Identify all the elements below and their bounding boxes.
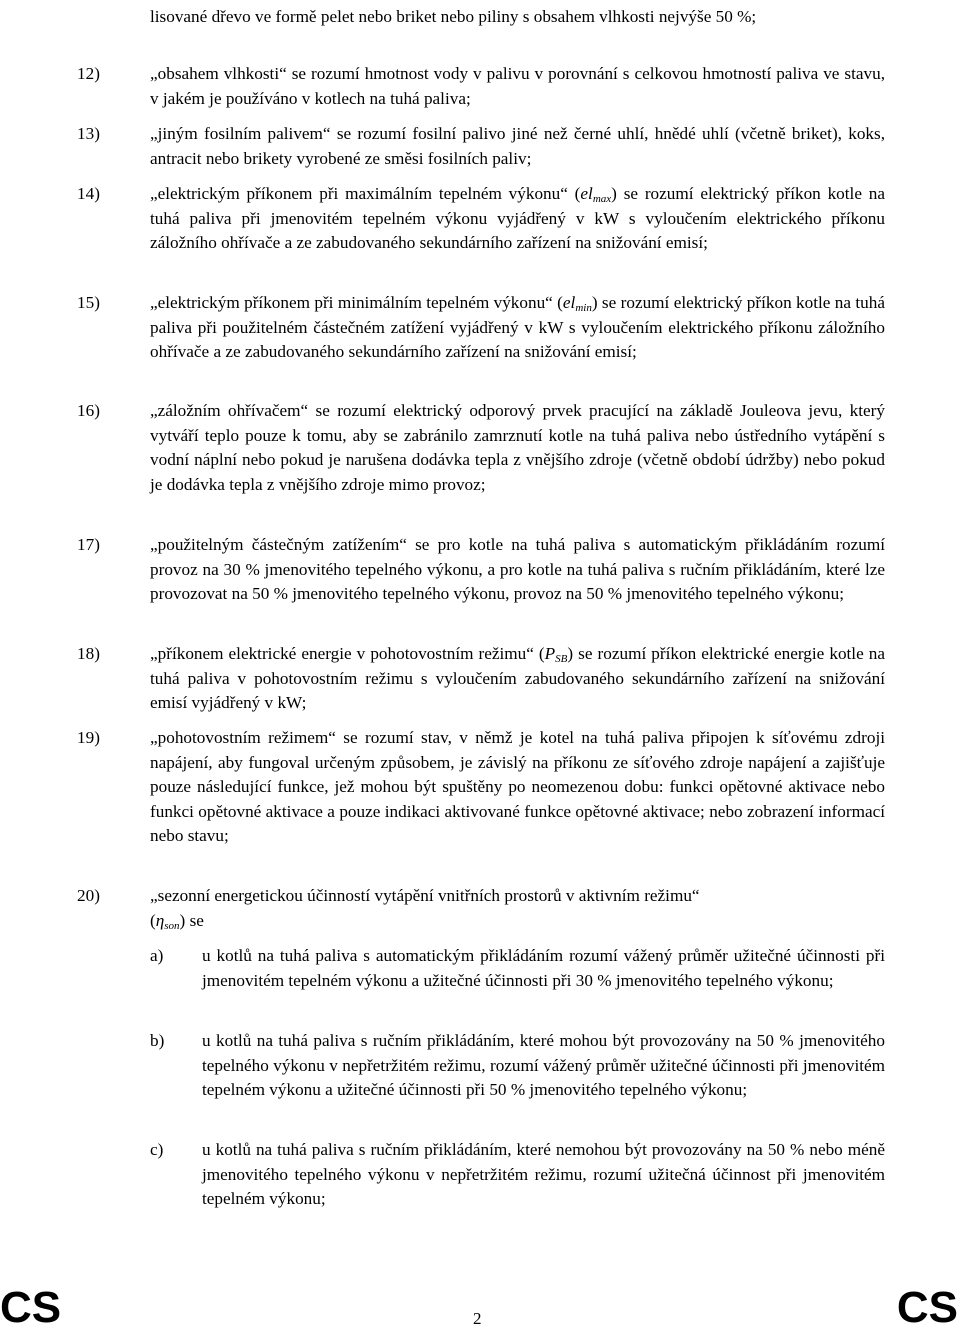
item-rest: se bbox=[185, 910, 204, 930]
item-number: 13) bbox=[77, 124, 100, 143]
subitem-number: a) bbox=[150, 946, 164, 965]
item-symbol-subscript: max bbox=[592, 193, 612, 205]
item-rest: se rozumí fosilní palivo jiné než černé uhlí, hnědé uhlí (včetně briket), koks, antracit nebo brikety vyrobené ze směsi fosilních paliv; bbox=[150, 124, 885, 168]
definition-item-18 bbox=[77, 642, 885, 716]
item-term: „příkonem elektrické energie v pohotovostním režimu“ bbox=[150, 644, 534, 663]
item-number: 15) bbox=[77, 293, 100, 312]
item-symbol-subscript: SB bbox=[555, 653, 568, 665]
definition-item-20 bbox=[77, 884, 885, 933]
item-symbol-subscript: min bbox=[575, 302, 592, 314]
item-rest: se rozumí elektrický příkon kotle na tuhá paliva při použitelném částečném zatížení vyjádřený v kW s vyloučením elektrického příkonu záložního ohřívače a ze zabudovaného sekundárního zařízení na snižování emisí; bbox=[150, 293, 885, 361]
subitem-number: b) bbox=[150, 1031, 165, 1050]
item-rest: se rozumí elektrický příkon kotle na tuhá paliva při jmenovitém tepelném výkonu vyjádřený v kW s vyloučením elektrického příkonu záložního ohřívače a ze zabudovaného sekundárního zařízení na snižování emisí; bbox=[150, 184, 885, 252]
item-symbol: el bbox=[580, 184, 593, 203]
item-text: „elektrickým příkonem při maximálním tepelném výkonu“ $(el_{max})$ se rozumí elektrický příkon kotle na tuhá paliva při jmenovitém tepelném výkonu vyjádřený v kW s vyloučením elektrického příkonu záložního ohřívače a ze zabudovaného sekundárního zařízení na snižování emisí; bbox=[150, 184, 885, 252]
definition-item-12 bbox=[77, 62, 885, 111]
definition-item-16 bbox=[77, 399, 885, 497]
subitem-text: u kotlů na tuhá paliva s ručním přikládáním, které mohou být provozovány na 50 % jmenovitého tepelného výkonu v nepřetržitém režimu, rozumí vážený průměr užitečné účinnosti při jmenovitém tepelném výkonu a užitečné účinnosti při 50 % jmenovitého tepelného výkonu; bbox=[202, 1031, 885, 1099]
item-term: „použitelným částečným zatížením“ bbox=[150, 535, 407, 554]
item-number: 12) bbox=[77, 64, 100, 83]
item-rest: se rozumí elektrický odporový prvek pracující na základě Jouleova jevu, který vytváří teplo pouze k tomu, aby se zabránilo zamrznutí kotle na tuhá paliva nebo ústředního vytápění s vodní náplní nebo pokud je narušena dodávka tepla z vnějšího zdroje (včetně období údržby) nebo pokud je dodávka tepla z vnějšího zdroje mimo provoz; bbox=[150, 401, 885, 494]
footer-language-code-left: CS bbox=[0, 1283, 62, 1332]
item-text bbox=[150, 399, 885, 497]
item-text: „příkonem elektrické energie v pohotovostním režimu“ $(P_{SB})$ se rozumí příkon elektrické energie kotle na tuhá paliva v pohotovostním režimu s vyloučením zabudovaného sekundárního zařízení na snižování emisí vyjádřený v kW; bbox=[150, 644, 885, 712]
item-symbol: el bbox=[562, 293, 576, 312]
item-text: „elektrickým příkonem při minimálním tepelném výkonu“ $(el_{min})$ se rozumí elektrický příkon kotle na tuhá paliva při použitelném částečném zatížení vyjádřený v kW s vyloučením elektrického příkonu záložního ohřívače a ze zabudovaného sekundárního zařízení na snižování emisí; bbox=[150, 293, 885, 361]
item-text bbox=[150, 533, 885, 607]
item-text: „sezonní energetickou účinností vytápění vnitřních prostorů v aktivním režimu“ $(\eta_{son})$ se bbox=[150, 886, 700, 932]
item-term: „obsahem vlhkosti“ bbox=[150, 64, 287, 83]
page-number: 2 bbox=[473, 1309, 482, 1328]
item-number: 16) bbox=[77, 401, 100, 420]
item-number: 18) bbox=[77, 644, 100, 663]
item-rest: se rozumí stav, v němž je kotel na tuhá paliva připojen k síťovému zdroji napájení, aby fungoval určeným způsobem, je závislý na příkonu ze síťového zdroje napájení a zajišťuje pouze následující funkce, jež mohou být spuštěny po neomezenou dobu: funkci opětovné aktivace nebo funkci opětovné aktivace a pouze indikaci aktivované funkce opětovné aktivace; nebo zobrazení informací nebo stavu; bbox=[150, 728, 886, 845]
subitem-b bbox=[150, 1029, 885, 1103]
item-text bbox=[150, 62, 885, 111]
definition-item-15 bbox=[77, 291, 885, 365]
item-term: „elektrickým příkonem při maximálním tepelném výkonu“ bbox=[150, 184, 568, 203]
item-symbol-subscript: son bbox=[164, 919, 180, 932]
definition-item-13 bbox=[77, 122, 885, 171]
subitem-number: c) bbox=[150, 1140, 164, 1159]
item-rest: se rozumí hmotnost vody v palivu v porovnání s celkovou hmotností paliva ve stavu, v jakém je používáno v kotlech na tuhá paliva; bbox=[150, 64, 885, 108]
item-term: „jiným fosilním palivem“ bbox=[150, 124, 331, 143]
subitem-c bbox=[150, 1138, 885, 1212]
footer-language-code-right: CS bbox=[896, 1283, 958, 1332]
item-number: 19) bbox=[77, 728, 100, 747]
definition-item-19 bbox=[77, 726, 885, 849]
item-term: „sezonní energetickou účinností vytápění vnitřních prostorů v aktivním režimu“ bbox=[150, 886, 700, 905]
subitem-a bbox=[150, 944, 885, 993]
item-rest: se rozumí příkon elektrické energie kotle na tuhá paliva v pohotovostním režimu s vyloučením zabudovaného sekundárního zařízení na snižování emisí vyjádřený v kW; bbox=[150, 644, 885, 712]
item-number: 20) bbox=[77, 886, 100, 905]
item-term: „elektrickým příkonem při minimálním tepelném výkonu“ bbox=[150, 293, 553, 312]
item-term: „záložním ohřívačem“ bbox=[150, 401, 309, 420]
item-symbol: η bbox=[155, 910, 165, 930]
item-number: 17) bbox=[77, 535, 100, 554]
item-text bbox=[150, 122, 885, 171]
item-rest: se pro kotle na tuhá paliva s automatickým přikládáním rozumí provoz na 30 % jmenovitého tepelného výkonu, a pro kotle na tuhá paliva s ručním přikládáním, které lze provozovat na 50 % jmenovitého tepelného výkonu, provoz na 50 % jmenovitého tepelného výkonu; bbox=[150, 535, 885, 603]
item-number: 14) bbox=[77, 184, 100, 203]
definition-item-17 bbox=[77, 533, 885, 607]
item-term: „pohotovostním režimem“ bbox=[150, 728, 336, 747]
item-text bbox=[150, 726, 885, 849]
subitem-text: u kotlů na tuhá paliva s ručním přikládáním, které nemohou být provozovány na 50 % nebo méně jmenovitého tepelného výkonu v nepřetržitém režimu, rozumí užitečná účinnost při jmenovitém tepelném výkonu; bbox=[202, 1140, 885, 1208]
item-symbol: P bbox=[544, 644, 556, 663]
definition-item-14 bbox=[77, 182, 885, 256]
subitem-text: u kotlů na tuhá paliva s automatickým přikládáním rozumí vážený průměr užitečné účinnosti při jmenovitém tepelném výkonu a užitečné účinnosti při 30 % jmenovitého tepelného výkonu; bbox=[202, 946, 885, 990]
continuation-text: lisované dřevo ve formě pelet nebo briket nebo piliny s obsahem vlhkosti nejvýše 50 %; bbox=[150, 7, 757, 26]
